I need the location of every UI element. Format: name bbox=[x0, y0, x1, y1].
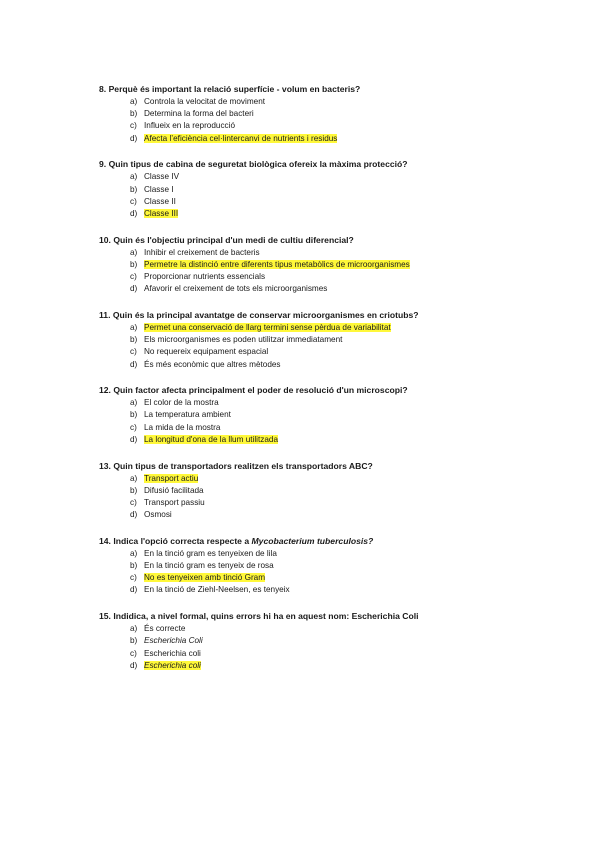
option-letter: c) bbox=[130, 121, 137, 131]
question-number: 12. bbox=[99, 385, 111, 396]
option-text: Classe I bbox=[144, 184, 174, 194]
option-text-wrapper bbox=[144, 649, 201, 658]
answer-option bbox=[99, 196, 569, 208]
question-text: Indidica, a nivel formal, quins errors hi ha en aquest nom: Escherichia Coli bbox=[113, 611, 419, 622]
option-text: Osmosi bbox=[144, 510, 172, 520]
answer-option bbox=[99, 96, 569, 108]
option-text: Escherichia Coli bbox=[144, 636, 203, 646]
option-text: Classe III bbox=[144, 208, 179, 218]
option-letter: a) bbox=[130, 247, 138, 257]
answer-option bbox=[99, 572, 569, 584]
option-text: Escherichia coli bbox=[144, 660, 201, 670]
question-title bbox=[99, 84, 569, 95]
answer-option bbox=[99, 171, 569, 183]
question-title bbox=[99, 385, 569, 396]
answer-option bbox=[99, 271, 569, 283]
question-number: 10. bbox=[99, 234, 111, 245]
answer-option bbox=[99, 208, 569, 220]
option-letter: b) bbox=[130, 109, 138, 119]
option-text-wrapper bbox=[144, 398, 219, 407]
question-title bbox=[99, 310, 569, 321]
question-text-italic: Mycobacterium tuberculosis? bbox=[251, 535, 374, 546]
option-letter: a) bbox=[130, 172, 138, 182]
question-number: 8. bbox=[99, 84, 107, 94]
answer-options bbox=[99, 623, 569, 672]
question-number: 11. bbox=[99, 309, 111, 320]
answer-option bbox=[99, 120, 569, 132]
answer-option bbox=[99, 322, 569, 334]
answer-option bbox=[99, 422, 569, 434]
option-letter: c) bbox=[130, 497, 137, 507]
question-text: Perquè és important la relació superfície - volum en bacteris? bbox=[108, 84, 361, 94]
highlighted-answer bbox=[144, 134, 337, 143]
answer-option bbox=[99, 509, 569, 521]
answer-options bbox=[99, 397, 569, 446]
answer-option bbox=[99, 660, 569, 672]
option-text: Proporcionar nutrients essencials bbox=[144, 272, 266, 282]
answer-option bbox=[99, 397, 569, 409]
option-text: Afecta l’eficiència cel·lintercanvi de nutrients i residus bbox=[144, 133, 338, 143]
option-text: Difusió facilitada bbox=[144, 485, 204, 495]
option-text: Classe IV bbox=[144, 172, 180, 182]
option-text: En la tinció gram es tenyeix de rosa bbox=[144, 561, 274, 571]
question-number: 14. bbox=[99, 535, 111, 546]
option-letter: d) bbox=[130, 660, 138, 670]
option-letter: a) bbox=[130, 473, 138, 483]
option-text: No requereix equipament espacial bbox=[144, 347, 269, 357]
option-text: Escherichia coli bbox=[144, 648, 201, 658]
question-text: Quin tipus de transportadors realitzen els transportadors ABC? bbox=[113, 460, 373, 471]
option-text: Afavorir el creixement de tots els microorganismes bbox=[144, 284, 328, 294]
answer-option bbox=[99, 648, 569, 660]
question-text: Quin factor afecta principalment el poder de resolució d'un microscopi? bbox=[113, 385, 408, 396]
question-title bbox=[99, 235, 569, 246]
answer-option bbox=[99, 548, 569, 560]
answer-option bbox=[99, 133, 569, 145]
option-letter: b) bbox=[130, 636, 138, 646]
question-title bbox=[99, 536, 569, 547]
option-text-wrapper bbox=[144, 636, 203, 645]
option-text-wrapper bbox=[144, 97, 265, 106]
option-text: Classe II bbox=[144, 196, 176, 206]
option-text-wrapper bbox=[144, 335, 342, 344]
option-letter: c) bbox=[130, 272, 137, 282]
option-text-wrapper bbox=[144, 360, 281, 369]
highlighted-answer bbox=[144, 474, 198, 483]
option-text-wrapper bbox=[144, 248, 260, 257]
option-text-wrapper bbox=[144, 109, 254, 118]
question-block bbox=[99, 84, 569, 145]
question-block bbox=[99, 385, 569, 446]
option-letter: c) bbox=[130, 347, 137, 357]
option-text-wrapper bbox=[144, 549, 277, 558]
answer-options bbox=[99, 322, 569, 371]
option-text: Influeix en la reproducció bbox=[144, 121, 236, 131]
option-letter: d) bbox=[130, 284, 138, 294]
option-text-wrapper bbox=[144, 510, 172, 519]
option-letter: b) bbox=[130, 485, 138, 495]
question-block bbox=[99, 461, 569, 522]
option-text-wrapper bbox=[144, 121, 235, 130]
option-letter: a) bbox=[130, 322, 138, 332]
option-text-wrapper bbox=[144, 347, 268, 356]
question-block bbox=[99, 310, 569, 371]
option-text-wrapper bbox=[144, 272, 265, 281]
option-text: Permetre la distinció entre diferents tipus metabòlics de microorganismes bbox=[144, 259, 410, 269]
answer-options bbox=[99, 171, 569, 220]
option-text: Controla la velocitat de moviment bbox=[144, 97, 266, 106]
answer-options bbox=[99, 548, 569, 597]
option-text: La temperatura ambient bbox=[144, 410, 231, 420]
option-text: Determina la forma del bacteri bbox=[144, 109, 254, 119]
option-text: En la tinció de Ziehl-Neelsen, es tenyeix bbox=[144, 585, 290, 595]
answer-option bbox=[99, 359, 569, 371]
option-letter: d) bbox=[130, 133, 138, 143]
answer-option bbox=[99, 635, 569, 647]
highlighted-answer bbox=[144, 573, 265, 582]
option-text: El color de la mostra bbox=[144, 398, 219, 408]
option-letter: c) bbox=[130, 422, 137, 432]
option-text-wrapper bbox=[144, 486, 204, 495]
answer-option bbox=[99, 434, 569, 446]
option-letter: a) bbox=[130, 398, 138, 408]
question-text: Quin és la principal avantatge de conservar microorganismes en criotubs? bbox=[112, 309, 419, 320]
highlighted-answer bbox=[144, 260, 410, 269]
answer-option bbox=[99, 247, 569, 259]
option-letter: a) bbox=[130, 548, 138, 558]
answer-option bbox=[99, 184, 569, 196]
question-list bbox=[99, 84, 569, 687]
option-text-wrapper bbox=[144, 197, 176, 206]
option-text: En la tinció gram es tenyeixen de lila bbox=[144, 548, 277, 558]
question-block bbox=[99, 235, 569, 296]
option-letter: a) bbox=[130, 97, 138, 106]
highlighted-answer bbox=[144, 435, 278, 444]
answer-option bbox=[99, 334, 569, 346]
option-text-wrapper bbox=[144, 561, 274, 570]
answer-options bbox=[99, 473, 569, 522]
option-text: Transport actiu bbox=[144, 473, 199, 483]
answer-option bbox=[99, 346, 569, 358]
option-text-wrapper bbox=[144, 172, 179, 181]
option-letter: b) bbox=[130, 335, 138, 345]
option-letter: b) bbox=[130, 259, 138, 269]
option-text: Permet una conservació de llarg termini sense pèrdua de variabilitat bbox=[144, 322, 391, 332]
question-title bbox=[99, 611, 569, 622]
answer-option bbox=[99, 409, 569, 421]
option-text: Els microorganismes es poden utilitzar immediatament bbox=[144, 335, 343, 345]
question-title bbox=[99, 159, 569, 170]
answer-option bbox=[99, 623, 569, 635]
answer-options bbox=[99, 96, 569, 145]
answer-option bbox=[99, 497, 569, 509]
question-number: 9. bbox=[99, 159, 107, 170]
option-letter: d) bbox=[130, 510, 138, 520]
highlighted-answer bbox=[144, 323, 391, 332]
answer-option bbox=[99, 259, 569, 271]
option-letter: b) bbox=[130, 561, 138, 571]
option-letter: b) bbox=[130, 184, 138, 194]
option-text-wrapper bbox=[144, 423, 220, 432]
option-text-wrapper bbox=[144, 585, 290, 594]
option-text: Transport passiu bbox=[144, 497, 205, 507]
answer-option bbox=[99, 584, 569, 596]
option-text-wrapper bbox=[144, 498, 205, 507]
question-block bbox=[99, 536, 569, 597]
option-letter: d) bbox=[130, 359, 138, 369]
answer-options bbox=[99, 247, 569, 296]
answer-option bbox=[99, 108, 569, 120]
answer-option bbox=[99, 473, 569, 485]
option-letter: c) bbox=[130, 573, 137, 583]
highlighted-answer bbox=[144, 661, 201, 670]
question-text: Quin tipus de cabina de seguretat biològica ofereix la màxima protecció? bbox=[108, 159, 408, 170]
option-text: No es tenyeixen amb tinció Gram bbox=[144, 573, 266, 583]
option-text-wrapper bbox=[144, 624, 185, 633]
question-number: 15. bbox=[99, 611, 111, 622]
question-block bbox=[99, 159, 569, 220]
option-text-wrapper bbox=[144, 185, 174, 194]
option-text-wrapper bbox=[144, 284, 327, 293]
answer-option bbox=[99, 560, 569, 572]
question-text: Indica l'opció correcta respecte a bbox=[113, 535, 252, 546]
answer-option bbox=[99, 485, 569, 497]
option-text: Inhibir el creixement de bacteris bbox=[144, 247, 260, 257]
highlighted-answer bbox=[144, 209, 178, 218]
question-number: 13. bbox=[99, 460, 111, 471]
option-text: És correcte bbox=[144, 624, 186, 634]
option-text: És més econòmic que altres mètodes bbox=[144, 359, 281, 369]
option-letter: c) bbox=[130, 196, 137, 206]
answer-option bbox=[99, 283, 569, 295]
option-text: La longitud d'ona de la llum utilitzada bbox=[144, 434, 279, 444]
question-block bbox=[99, 611, 569, 672]
option-letter: d) bbox=[130, 434, 138, 444]
option-letter: b) bbox=[130, 410, 138, 420]
question-title bbox=[99, 461, 569, 472]
option-letter: d) bbox=[130, 208, 138, 218]
option-letter: a) bbox=[130, 624, 138, 634]
question-text: Quin és l'objectiu principal d'un medi de cultiu diferencial? bbox=[113, 234, 354, 245]
option-letter: d) bbox=[130, 585, 138, 595]
option-letter: c) bbox=[130, 648, 137, 658]
option-text-wrapper bbox=[144, 410, 231, 419]
option-text: La mida de la mostra bbox=[144, 422, 221, 432]
